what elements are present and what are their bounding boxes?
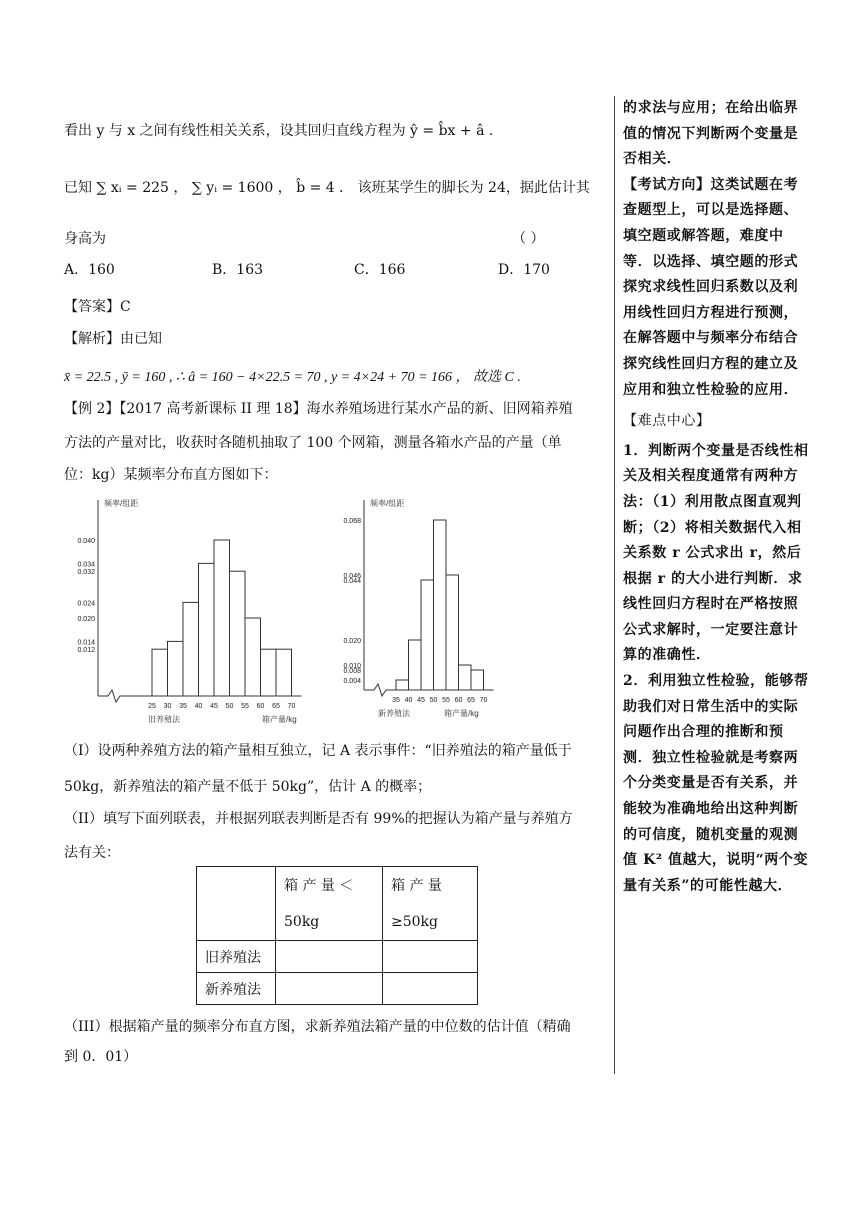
header-text: 50kg (284, 913, 320, 930)
x-tick-label: 45 (210, 703, 218, 710)
y-tick-label: 0.034 (77, 561, 95, 569)
histogram-bar (152, 649, 168, 696)
sidebar-paragraph: 【考试方向】这类试题在考查题型上，可以是选择题、填空题或解答题，难度中等．以选择、填空题的形式探究求线性回归系数以及利用线性回归方程进行预测，在解答题中与频率分布结合探究线性回归方程的建立及应用和独立性检验的应用． (623, 176, 799, 398)
x-tick-label: 45 (417, 697, 425, 704)
x-tick-label: 50 (429, 697, 438, 704)
text-line: 位：kg）某频率分布直方图如下： (64, 467, 278, 483)
y-tick-label: 0.012 (77, 647, 95, 655)
histogram-old-method (77, 492, 310, 732)
histogram-bar (409, 640, 422, 690)
question-3-line: （III）根据箱产量的频率分布直方图，求新养殖法箱产量的中位数的估计值（精确 (64, 1019, 571, 1035)
option-a: A．160 (64, 262, 115, 278)
x-tick-label: 55 (241, 703, 249, 710)
answer-bracket: （ ） (512, 231, 545, 247)
chart-caption: 新养殖法 (378, 709, 410, 718)
option-d: D．170 (498, 262, 550, 278)
x-tick-label: 70 (479, 697, 488, 704)
x-tick-label: 40 (404, 697, 413, 704)
histogram-bar (245, 618, 261, 696)
chart-caption: 旧养殖法 (148, 715, 180, 724)
table-header-cell (276, 867, 383, 941)
header-text: 箱 产 量 ＜ (284, 877, 354, 894)
y-axis-label: 频率/组距 (370, 499, 405, 508)
text-line: 已知 ∑ xᵢ = 225 ， ∑ yᵢ = 1600 ， b̂ = 4 ． 该班某学生的脚长为 24，据此估计其 (64, 180, 590, 196)
question-1-line: （I）设两种养殖方法的箱产量相互独立，记 A 表示事件：“旧养殖法的箱产量低于 (64, 743, 572, 759)
sidebar-notes (614, 96, 811, 1074)
question-3-line: 到 0．01） (64, 1049, 138, 1065)
histogram-bar (199, 563, 215, 696)
table-cell (383, 973, 478, 1005)
contingency-table (196, 866, 478, 1005)
y-tick-label: 0.032 (77, 569, 95, 577)
x-axis-label: 箱产量/kg (262, 715, 297, 724)
x-tick-label: 60 (454, 697, 463, 704)
y-tick-label: 0.068 (343, 518, 361, 525)
x-tick-label: 65 (467, 697, 475, 704)
row-label: 新养殖法 (197, 973, 276, 1005)
y-tick-label: 0.008 (343, 668, 361, 675)
y-tick-label: 0.024 (77, 600, 95, 608)
question-2-line: （II）填写下面列联表，并根据列联表判断是否有 99%的把握认为箱产量与养殖方 (64, 811, 573, 827)
option-c: C．166 (354, 262, 406, 278)
table-corner-cell (197, 867, 276, 941)
table-header-cell (383, 867, 478, 941)
y-tick-label: 0.046 (343, 573, 361, 580)
analysis-line: 【解析】由已知 (64, 331, 162, 347)
histogram-new-method (334, 492, 524, 732)
answer-line: 【答案】C (64, 299, 131, 315)
histogram-bar (434, 520, 447, 690)
y-tick-label: 0.020 (77, 616, 95, 623)
x-tick-label: 25 (148, 703, 156, 710)
header-text: ≥50kg (391, 913, 438, 930)
question-1-line: 50kg，新养殖法的箱产量不低于 50kg”，估计 A 的概率； (64, 779, 432, 795)
x-tick-label: 30 (163, 703, 172, 710)
question-2-line: 法有关： (64, 845, 120, 861)
option-b: B．163 (212, 262, 264, 278)
histogram-bar (471, 670, 484, 690)
histogram-bar (421, 580, 434, 690)
x-axis-label: 箱产量/kg (444, 709, 479, 718)
table-cell (276, 941, 383, 973)
text-line: 身高为 (64, 231, 106, 247)
histogram-bar (183, 602, 199, 696)
text-line: 方法的产量对比，收获时各随机抽取了 100 个网箱，测量各箱水产品的产量（单 (64, 435, 562, 451)
histogram-bar (214, 540, 230, 696)
text-line: 看出 y 与 x 之间有线性相关关系，设其回归直线方程为 ŷ = b̂x + â . (64, 123, 494, 139)
histogram-bar (230, 571, 246, 696)
calculation-line: x̄ = 22.5 , ȳ = 160 , ∴ â = 160 − 4×22.5 = 70 , y = 4×24 + 70 = 166 ， 故选 C . (64, 370, 521, 385)
x-tick-label: 70 (287, 703, 296, 710)
sidebar-paragraph: 的求法与应用；在给出临界值的情况下判断两个变量是否相关． (623, 100, 799, 168)
histogram-bar (168, 641, 184, 696)
table-cell (276, 973, 383, 1005)
x-tick-label: 55 (442, 697, 450, 704)
y-tick-label: 0.014 (77, 639, 95, 647)
y-axis-label: 频率/组距 (104, 499, 139, 508)
row-label: 旧养殖法 (197, 941, 276, 973)
y-tick-label: 0.004 (343, 678, 361, 685)
x-tick-label: 50 (225, 703, 234, 710)
x-tick-label: 35 (179, 703, 187, 710)
x-tick-label: 40 (194, 703, 203, 710)
histogram-bar (396, 680, 409, 690)
x-tick-label: 65 (272, 703, 280, 710)
y-tick-label: 0.040 (77, 538, 95, 545)
sidebar-heading: 【难点中心】 (623, 413, 711, 430)
x-tick-label: 60 (256, 703, 265, 710)
histogram-bar (459, 665, 472, 690)
x-tick-label: 35 (392, 697, 400, 704)
histogram-bar (276, 649, 292, 696)
sidebar-paragraph: 1．判断两个变量是否线性相关及相关程度通常有两种方法：（1）利用散点图直观判断；（2）将相关数据代入相关系数 r 公式求出 r，然后根据 r 的大小进行判断．求线性回归方程时在严格按照公式求解时，一定要注意计算的准确性． (623, 442, 809, 664)
y-tick-label: 0.020 (343, 638, 361, 645)
histogram-bar (261, 649, 277, 696)
example-title: 【例 2】【2017 高考新课标 II 理 18】海水养殖场进行某水产品的新、旧网箱养殖 (64, 401, 573, 417)
histogram-bar (446, 575, 459, 690)
header-text: 箱 产 量 (391, 877, 442, 894)
sidebar-paragraph: 2．利用独立性检验，能够帮助我们对日常生活中的实际问题作出合理的推断和预测．独立性检验就是考察两个分类变量是否有关系，并能较为准确地给出这种判断的可信度，随机变量的观测值 K² 值越大，说明“两个变量有关系”的可能性越大． (623, 673, 809, 894)
y-tick-label: 0.010 (343, 663, 361, 670)
table-cell (383, 941, 478, 973)
y-tick-label: 0.044 (343, 578, 361, 585)
